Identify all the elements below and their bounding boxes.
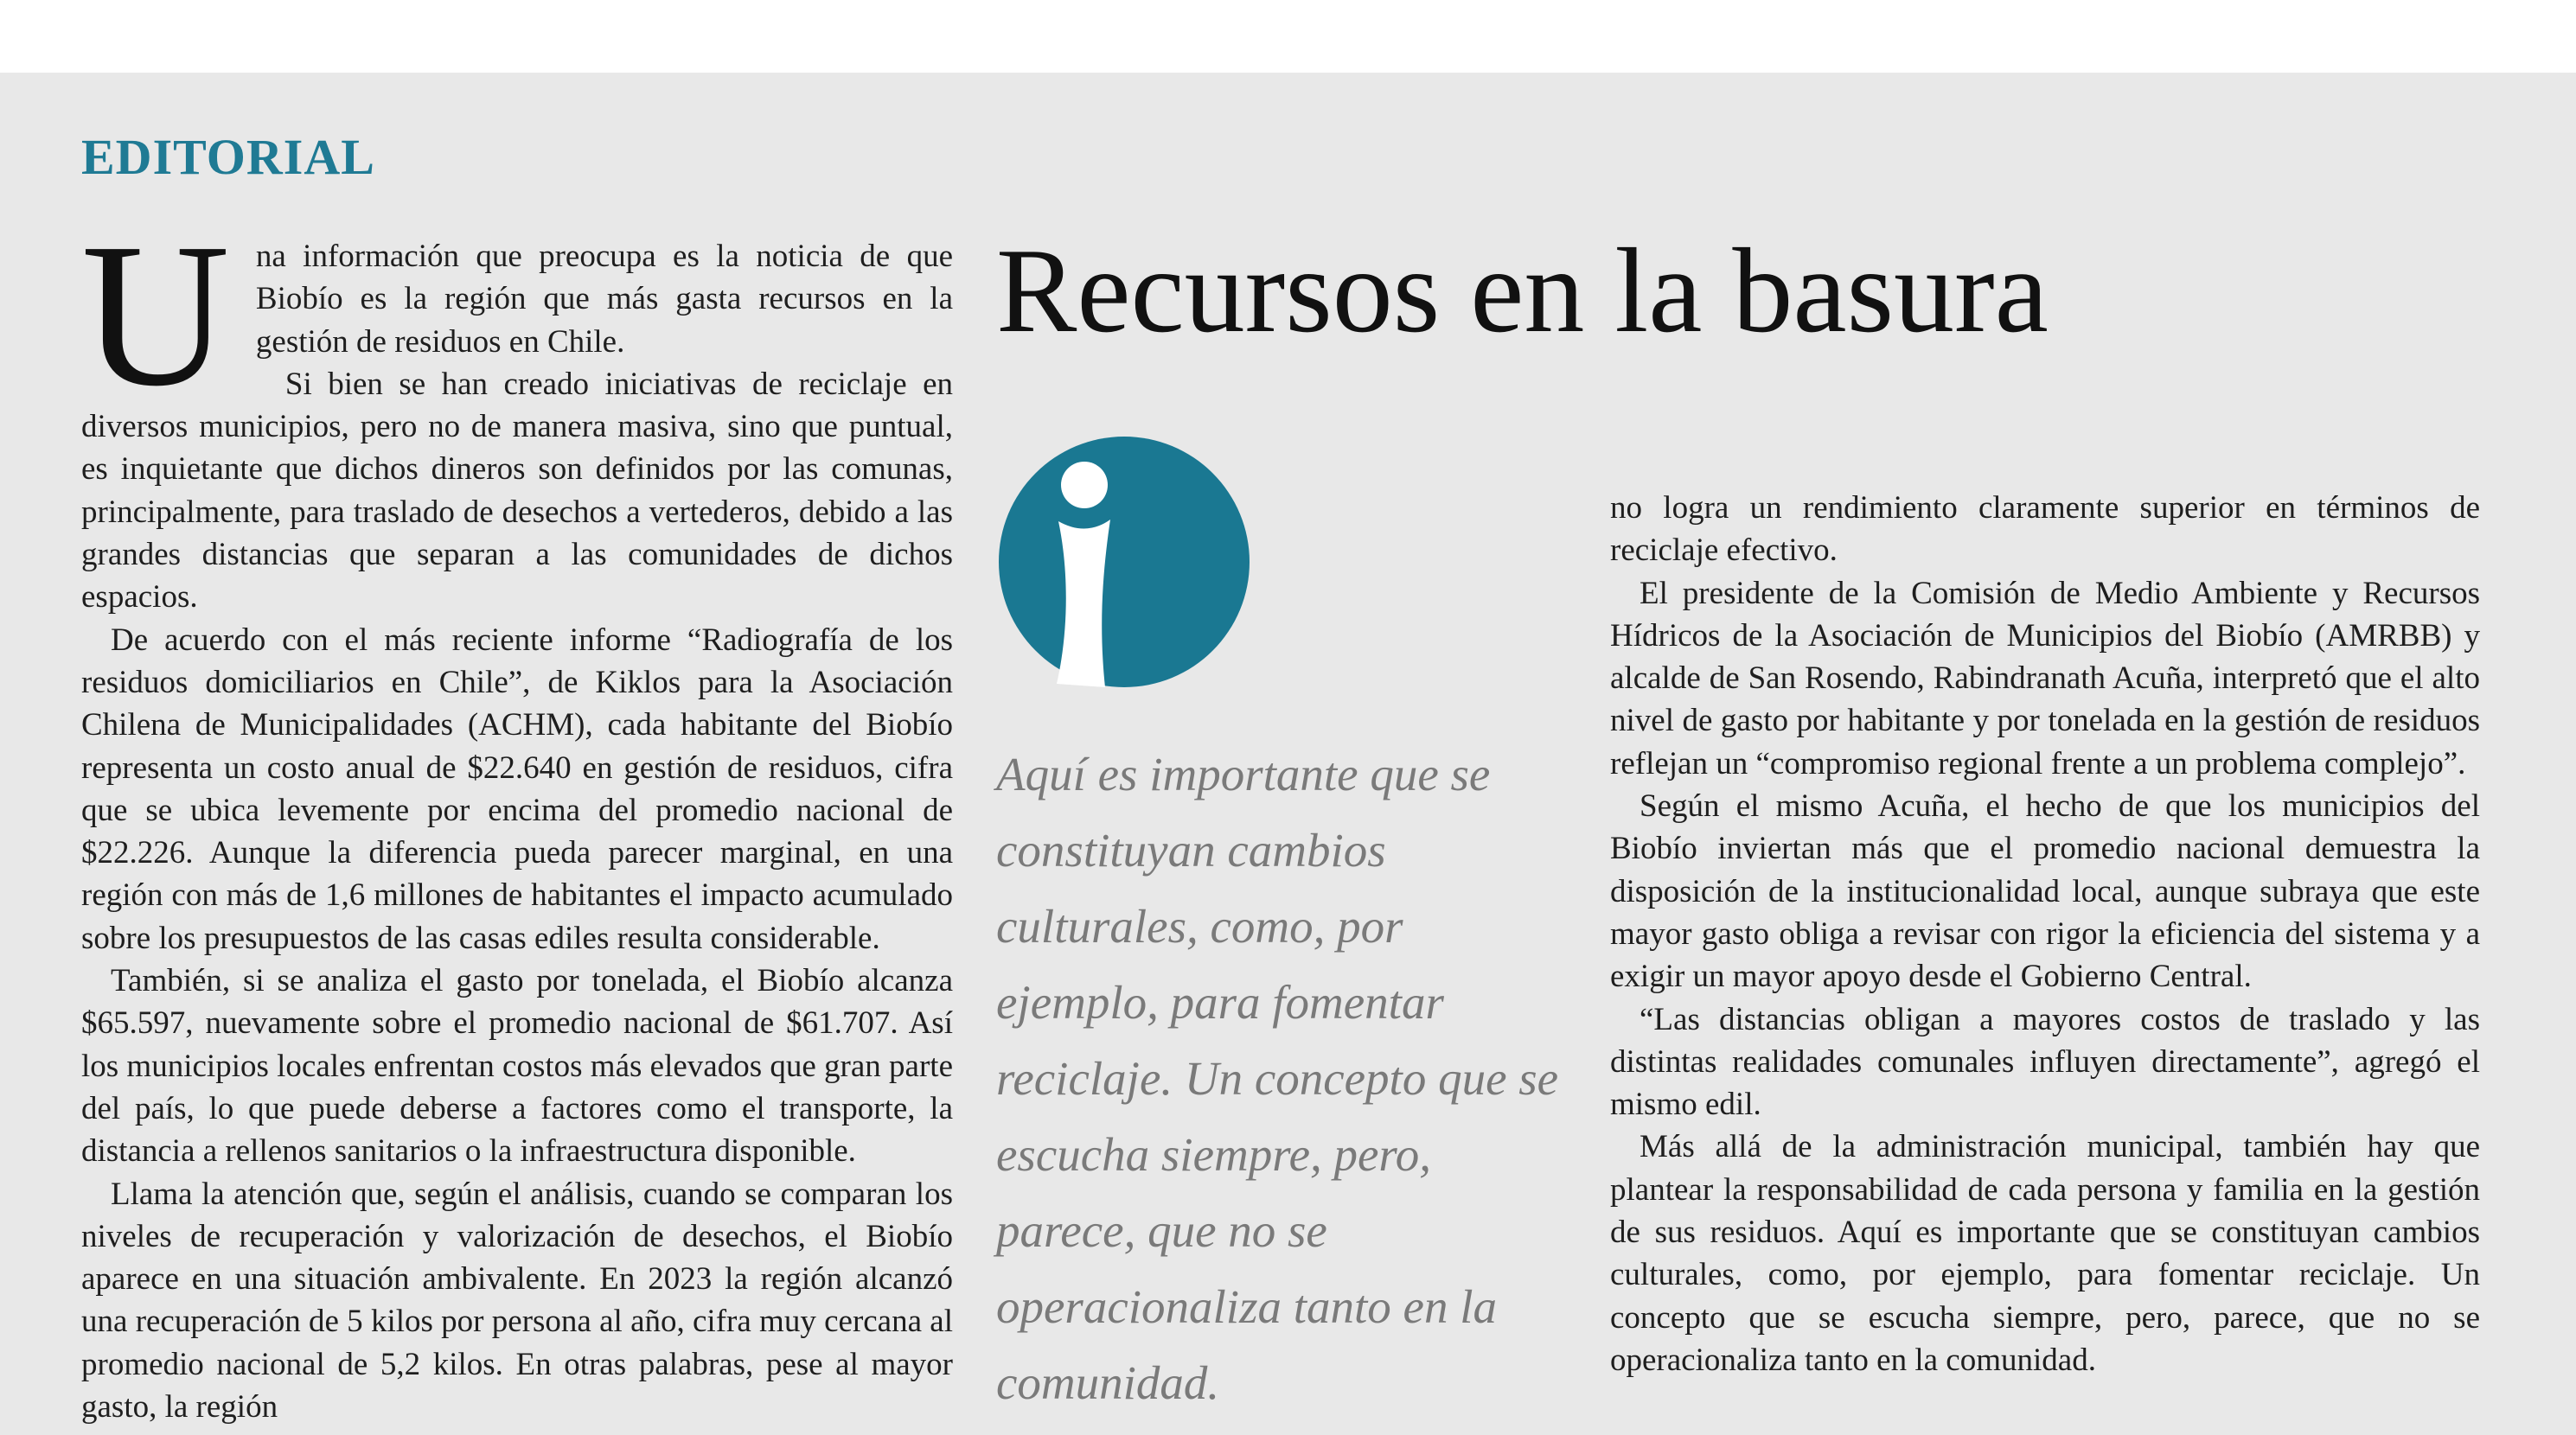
body-paragraph: Según el mismo Acuña, el hecho de que los municipios del Biobío inviertan más que el promedio nacional demuestra la disposición de la institucionalidad local, aunque subraya que este mayor gasto obliga a revisar con rigor la eficiencia del sistema y a exigir un mayor apoyo desde el Gobierno Central. (1610, 788, 2480, 995)
headline: Recursos en la basura (996, 224, 2049, 358)
intro-text: na información que preocupa es la noticia de que Biobío es la región que más gasta recursos en la gestión de residuos en Chile. (255, 239, 953, 360)
info-icon (996, 437, 1252, 687)
body-paragraph: Llama la atención que, según el análisis, cuando se comparan los niveles de recuperación y valorización de desechos, el Biobío aparece en una situación ambivalente. En 2023 la región alcanzó una recuperación de 5 kilos por persona al año, cifra muy cercana al promedio nacional de 5,2 kilos. En otras palabras, pese al mayor gasto, la región (81, 1176, 953, 1425)
intro-paragraph (81, 201, 953, 429)
body-paragraph: Si bien se han creado iniciativas de reciclaje en diversos municipios, pero no de manera masiva, sino que puntual, es inquietante que dichos dineros son definidos por las comunas, principalmente, para traslado de desechos a vertederos, debido a las grandes distancias que separan a las comunidades de dichos espacios. (81, 366, 953, 615)
section-label: EDITORIAL (81, 129, 375, 185)
body-paragraph: También, si se analiza el gasto por tonelada, el Biobío alcanza $65.597, nuevamente sobre el promedio nacional de $61.707. Así los municipios locales enfrentan costos más elevados que gran parte del país, lo que puede deberse a factores como el transporte, la distancia a rellenos sanitarios o la infraestructura disponible. (81, 963, 953, 1170)
body-paragraph: Más allá de la administración municipal, también hay que plantear la responsabilidad de cada persona y familia en la gestión de sus residuos. Aquí es importante que se constituyan cambios culturales, como, por ejemplo, para fomentar reciclaje. Un concepto que se escucha siempre, pero, parece, que no se operacionaliza tanto en la comunidad. (1610, 1129, 2480, 1378)
body-paragraph: El presidente de la Comisión de Medio Ambiente y Recursos Hídricos de la Asociación de Municipios del Biobío (AMRBB) y alcalde de San Rosendo, Rabindranath Acuña, interpretó que el alto nivel de gasto por habitante y por tonelada en la gestión de residuos reflejan un “compromiso regional frente a un problema complejo”. (1610, 575, 2480, 781)
body-paragraph: “Las distancias obligan a mayores costos de traslado y las distintas realidades comunales influyen directamente”, agregó el mismo edil. (1610, 1001, 2480, 1123)
pull-quote: Aquí es importante que se constituyan cambios culturales, como, por ejemplo, para fomentar reciclaje. Un concepto que se escucha siempre, pero, parece, que no se operacionaliza tanto en la comunidad. (996, 748, 1559, 1409)
article-column-left (81, 201, 953, 1428)
continued-paragraph: no logra un rendimiento claramente superior en términos de reciclaje efectivo. (1610, 490, 2480, 569)
article-column-right (1610, 487, 2480, 1381)
body-paragraph: De acuerdo con el más reciente informe “Radiografía de los residuos domiciliarios en Chile”, de Kiklos para la Asociación Chilena de Municipalidades (ACHM), cada habitante del Biobío representa un costo anual de $22.640 en gestión de residuos, cifra que se ubica levemente por encima del promedio nacional de $22.226. Aunque la diferencia pueda parecer marginal, en una región con más de 1,6 millones de habitantes el impacto acumulado sobre los presupuestos de las casas ediles resulta considerable. (81, 622, 953, 956)
drop-cap: U (81, 201, 230, 429)
